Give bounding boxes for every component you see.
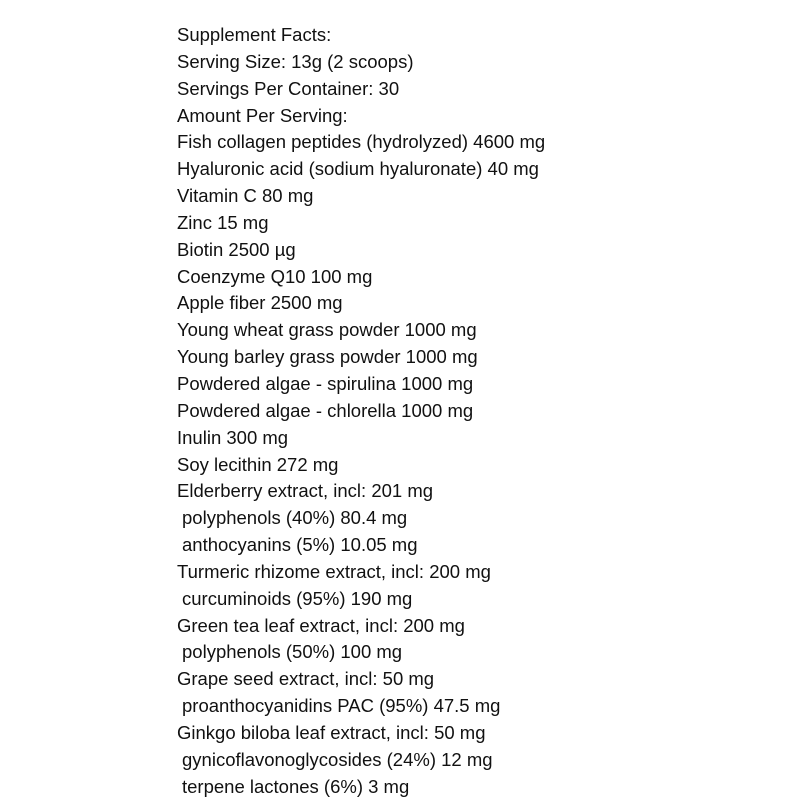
ingredient-subline: polyphenols (50%) 100 mg: [182, 641, 403, 663]
ingredient-line: Ginkgo biloba leaf extract, incl: 50 mg: [177, 721, 486, 743]
supplement-facts: [177, 22, 777, 800]
ingredient-line: Hyaluronic acid (sodium hyaluronate) 40 mg: [177, 158, 539, 180]
ingredient-line: Turmeric rhizome extract, incl: 200 mg: [177, 560, 491, 582]
ingredient-line: Grape seed extract, incl: 50 mg: [177, 668, 435, 690]
ingredient-subline: gynicoflavonoglycosides (24%) 12 mg: [182, 748, 493, 770]
ingredient-line: Inulin 300 mg: [177, 426, 289, 448]
ingredient-line: Young wheat grass powder 1000 mg: [177, 319, 477, 341]
serving-size: Serving Size: 13g (2 scoops): [177, 50, 414, 72]
ingredient-line: Biotin 2500 µg: [177, 238, 296, 260]
servings-per-container: Servings Per Container: 30: [177, 77, 400, 99]
ingredient-line: Soy lecithin 272 mg: [177, 453, 339, 475]
ingredient-line: Apple fiber 2500 mg: [177, 292, 343, 314]
ingredient-line: Elderberry extract, incl: 201 mg: [177, 480, 434, 502]
ingredient-line: Vitamin C 80 mg: [177, 185, 314, 207]
ingredient-line: Powdered algae - spirulina 1000 mg: [177, 372, 474, 394]
ingredient-line: Zinc 15 mg: [177, 211, 269, 233]
ingredient-line: Powdered algae - chlorella 1000 mg: [177, 399, 474, 421]
facts-title: Supplement Facts:: [177, 24, 332, 45]
amount-per-serving: Amount Per Serving:: [177, 104, 348, 126]
ingredient-subline: polyphenols (40%) 80.4 mg: [182, 507, 408, 529]
ingredient-line: Young barley grass powder 1000 mg: [177, 346, 478, 368]
ingredient-subline: terpene lactones (6%) 3 mg: [182, 775, 410, 797]
ingredient-subline: anthocyanins (5%) 10.05 mg: [182, 534, 418, 556]
ingredient-line: Coenzyme Q10 100 mg: [177, 265, 373, 287]
ingredient-line: Green tea leaf extract, incl: 200 mg: [177, 614, 465, 636]
ingredient-line: Fish collagen peptides (hydrolyzed) 4600 mg: [177, 131, 546, 153]
ingredient-subline: proanthocyanidins PAC (95%) 47.5 mg: [182, 695, 501, 717]
ingredient-subline: curcuminoids (95%) 190 mg: [182, 587, 413, 609]
